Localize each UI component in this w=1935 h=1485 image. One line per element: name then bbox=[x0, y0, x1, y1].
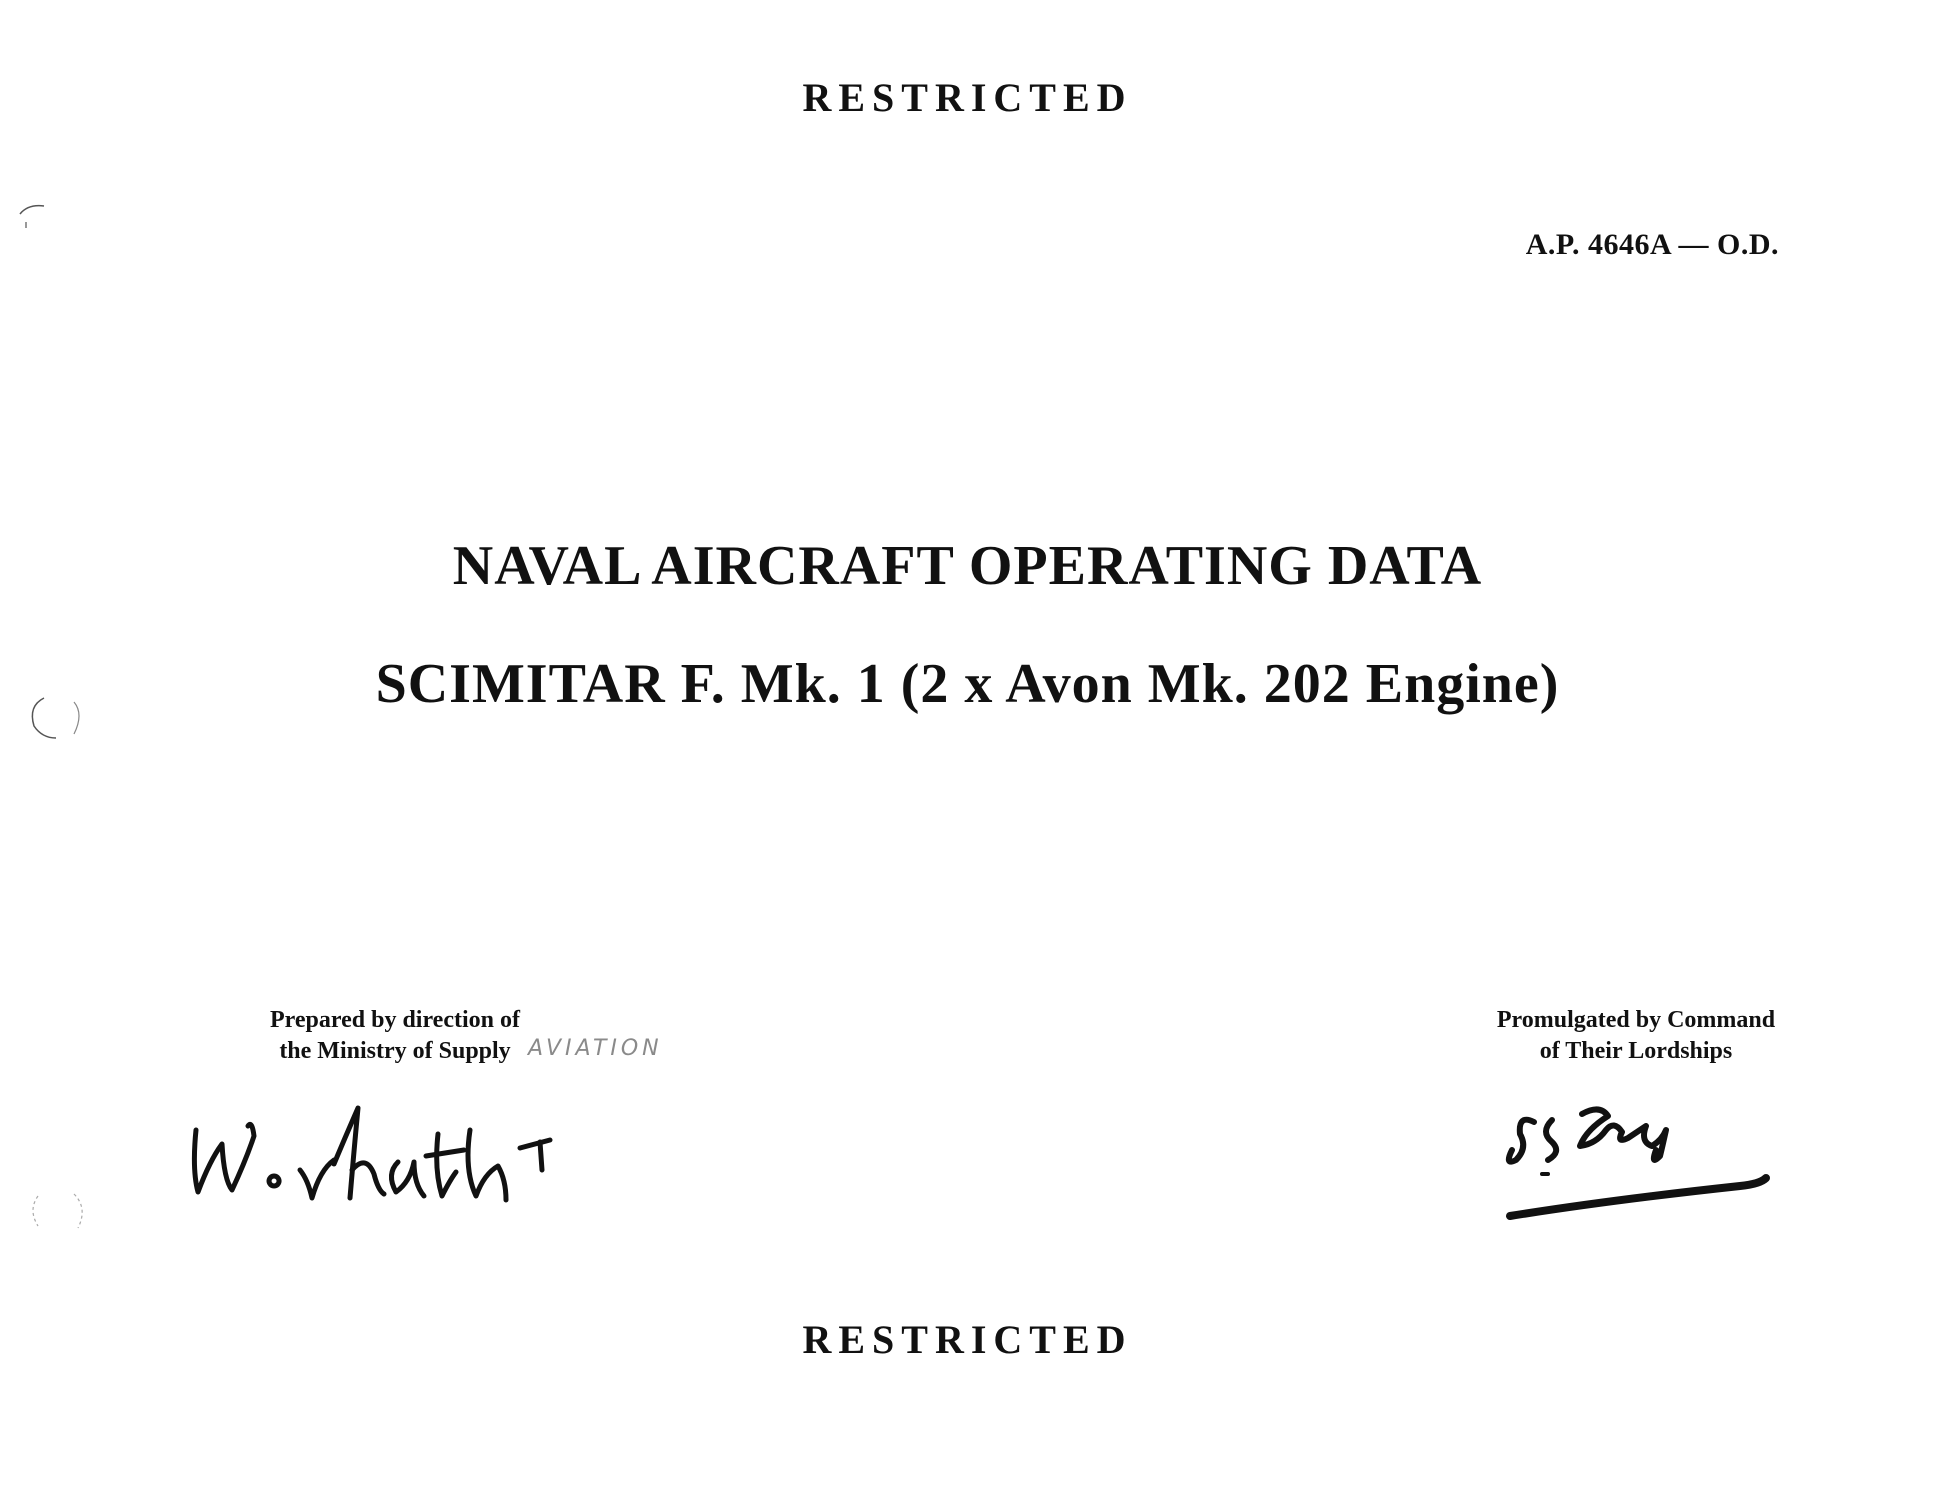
publication-reference: A.P. 4646A — O.D. bbox=[1525, 228, 1779, 261]
document-subtitle: SCIMITAR F. Mk. 1 (2 x Avon Mk. 202 Engine) bbox=[375, 653, 1560, 715]
prepared-by-line-1: Prepared by direction of bbox=[270, 1007, 520, 1033]
promulgated-by-line-1: Promulgated by Command bbox=[1496, 1007, 1776, 1033]
prepared-by-line-2: the Ministry of Supply bbox=[279, 1038, 511, 1064]
classification-header: RESTRICTED bbox=[802, 75, 1133, 120]
signature-left bbox=[188, 1100, 558, 1230]
classification-footer: RESTRICTED bbox=[802, 1317, 1133, 1362]
punch-hole-mark bbox=[24, 1186, 96, 1240]
promulgated-by-line-2: of Their Lordships bbox=[1539, 1038, 1733, 1064]
prepared-by-block bbox=[240, 1005, 550, 1067]
handwritten-annotation: AVIATION bbox=[528, 1036, 663, 1061]
signature-right bbox=[1490, 1090, 1790, 1230]
punch-hole-mark bbox=[14, 196, 74, 246]
document-title: NAVAL AIRCRAFT OPERATING DATA bbox=[452, 535, 1483, 597]
promulgated-by-block bbox=[1476, 1005, 1796, 1067]
